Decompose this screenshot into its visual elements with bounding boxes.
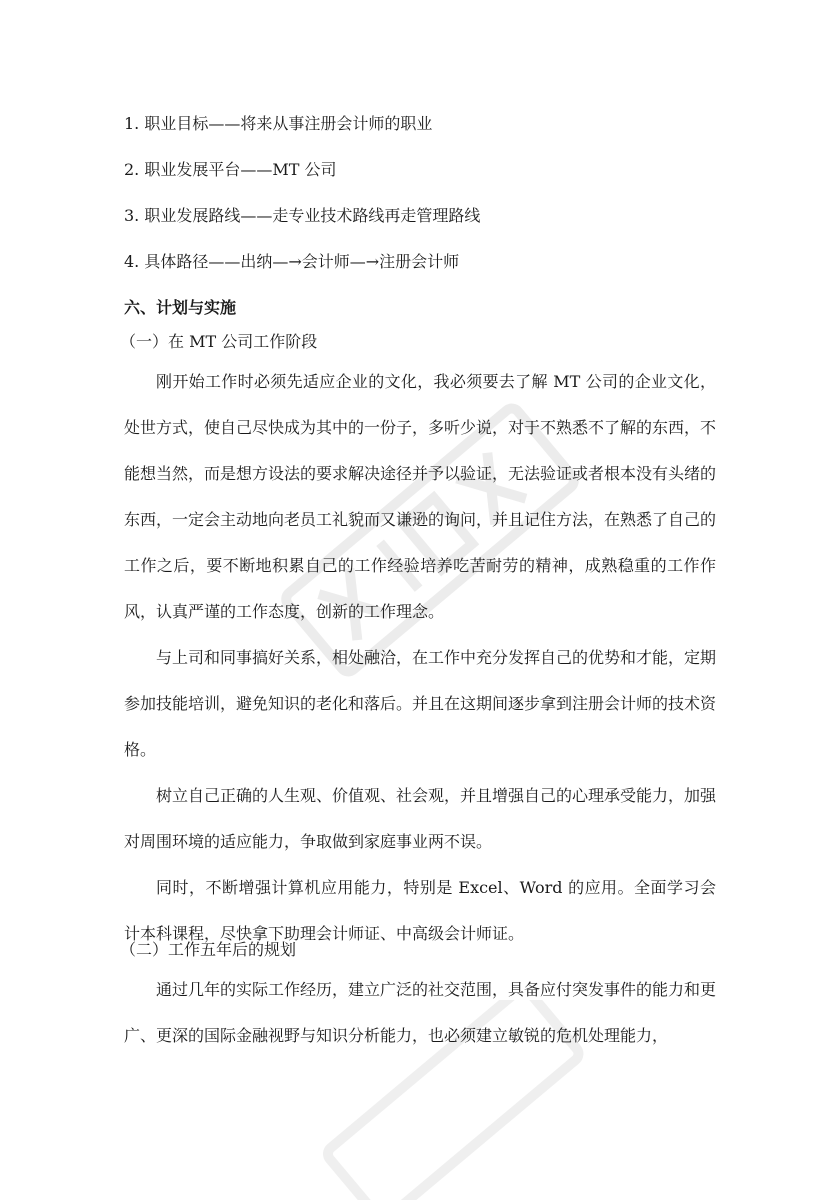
subsection-title-1: （一）在 MT 公司工作阶段 — [120, 332, 318, 351]
list-item-1: 1. 职业目标——将来从事注册会计师的职业 — [124, 114, 433, 133]
paragraph-2: 与上司和同事搞好关系，相处融洽，在工作中充分发挥自己的优势和才能，定期参加技能培训，避免知识的老化和落后。并且在这期间逐步拿到注册会计师的技术资格。 — [124, 648, 717, 759]
paragraph-4: 同时，不断增强计算机应用能力，特别是 Excel、Word 的应用。全面学习会计本科课程，尽快拿下助理会计师证、中高级会计师证。 — [124, 878, 716, 943]
list-item-2: 2. 职业发展平台——MT 公司 — [124, 160, 337, 179]
paragraph-5: 通过几年的实际工作经历，建立广泛的社交范围，具备应付突发事件的能力和更广、更深的国际金融视野与知识分析能力，也必须建立敏锐的危机处理能力， — [124, 980, 717, 1045]
subsection-title-2: （二）工作五年后的规划 — [120, 940, 297, 959]
list-item-4: 4. 具体路径——出纳—→会计师—→注册会计师 — [124, 252, 460, 271]
list-item-3: 3. 职业发展路线——走专业技术路线再走管理路线 — [124, 206, 481, 225]
paragraph-1: 刚开始工作时必须先适应企业的文化，我必须要去了解 MT 公司的企业文化，处世方式，使自己尽快成为其中的一份子，多听少说，对于不熟悉不了解的东西，不能想当然，而是想方设法的要求解决途径并予以验证，无法验证或者根本没有头绪的东西，一定会主动地向老员工礼貌而又谦逊的询问，并且记住方法，在熟悉了自己的工作之后，要不断地积累自己的工作经验培养吃苦耐劳的精神，成熟稳重的工作作风，认真严谨的工作态度，创新的工作理念。 — [124, 372, 717, 621]
section-title: 六、计划与实施 — [124, 298, 237, 317]
paragraph-3: 树立自己正确的人生观、价值观、社会观，并且增强自己的心理承受能力，加强对周围环境的适应能力，争取做到家庭事业两不误。 — [124, 786, 717, 851]
